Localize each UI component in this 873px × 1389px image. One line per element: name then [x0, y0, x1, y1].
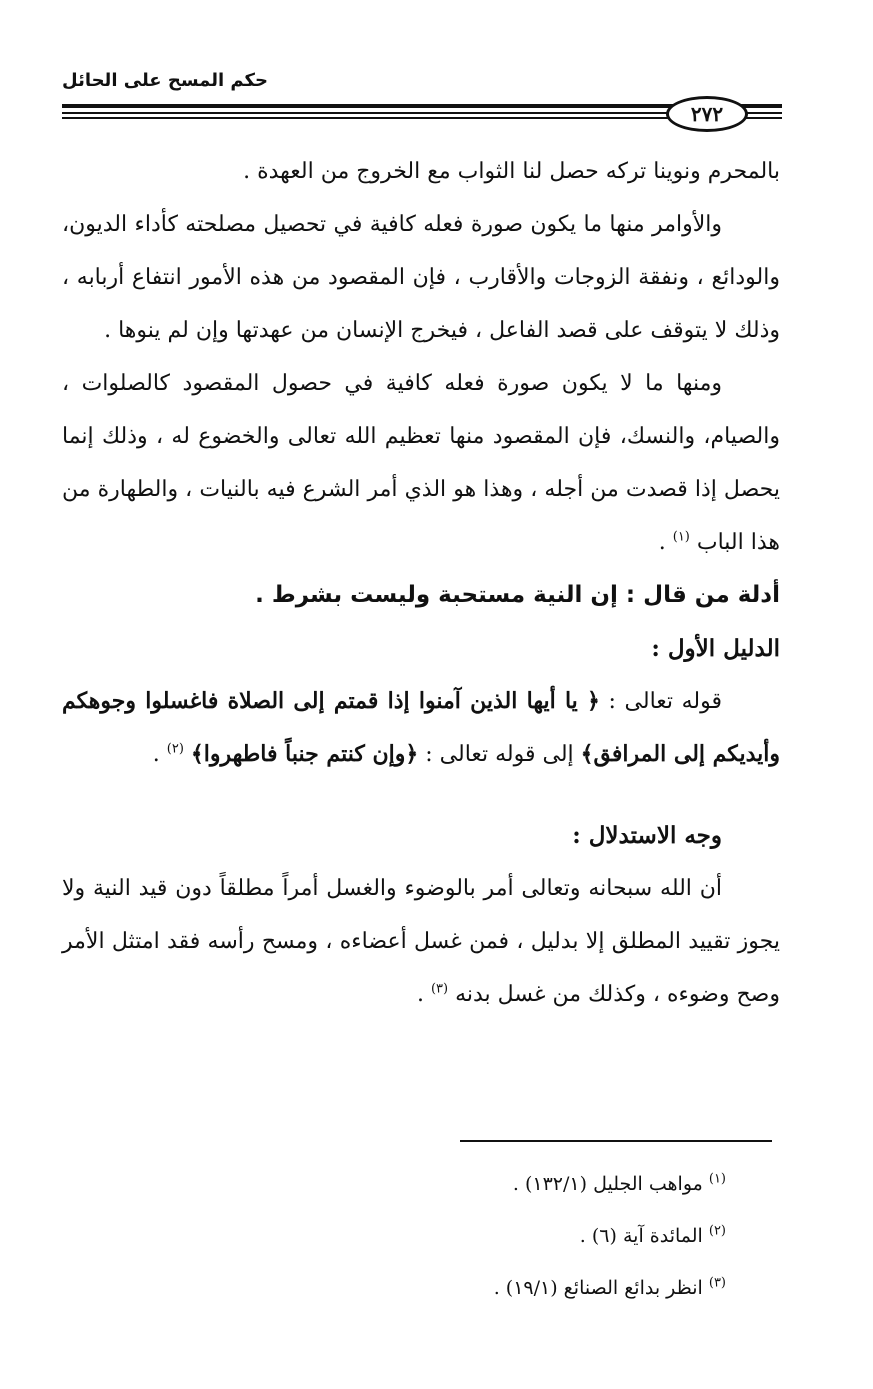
footnote-ref: (٢) [166, 741, 184, 757]
verse-intro: قوله تعالى : [599, 689, 722, 714]
footnote-number: (١) [708, 1171, 726, 1187]
footnote [200, 1210, 726, 1262]
verse-connector: إلى قوله تعالى : [418, 742, 581, 767]
footnote-ref: (٣) [430, 981, 449, 997]
paragraph [62, 862, 780, 1021]
section-heading: أدلة من قال : إن النية مستحبة وليست بشرط . [255, 582, 780, 608]
punctuation: . [658, 530, 673, 555]
footnote-ref: (١) [672, 529, 690, 545]
paragraph [62, 357, 780, 569]
footnote-text: المائدة آية (٦) . [579, 1225, 709, 1247]
footnote-text: انظر بدائع الصنائع (١٩/١) . [493, 1277, 709, 1299]
running-title: حكم المسح على الحائل [62, 70, 268, 91]
punctuation: . [152, 742, 167, 767]
paragraph: والأوامر منها ما يكون صورة فعله كافية في تحصيل مصلحته كأداء الديون، والودائع ، ونفقة الزوجات والأقارب ، فإن المقصود من هذه الأمور انتفاع أربابه ، وذلك لا يتوقف على قصد الفاعل ، فيخرج الإنسان من عهدتها وإن لم ينوها . [62, 212, 780, 343]
page-number: ٢٧٢ [666, 96, 748, 132]
evidence-title: الدليل الأول : [651, 635, 780, 662]
verse-paragraph [62, 675, 780, 781]
paragraph-text: ومنها ما لا يكون صورة فعله كافية في حصول المقصود كالصلوات ، والصيام، والنسك، فإن المقصود منها تعظيم الله تعالى والخضوع له ، وذلك إنما يحصل إذا قصدت من أجله ، وهذا هو الذي أمر الشرع فيه بالنيات ، والطهارة من هذا الباب [62, 371, 780, 555]
footnote-text: مواهب الجليل (١٣٢/١) . [512, 1173, 709, 1195]
quran-verse: ﴿وإن كنتم جنباً فاطهروا﴾ [190, 741, 419, 767]
footnote-number: (٢) [708, 1223, 726, 1239]
footnote-separator [460, 1140, 772, 1142]
punctuation: . [416, 982, 431, 1007]
footnote-number: (٣) [708, 1275, 726, 1291]
paragraph-text: أن الله سبحانه وتعالى أمر بالوضوء والغسل أمراً مطلقاً دون قيد النية ولا يجوز تقييد المطلق إلا بدليل ، فمن غسل أعضاءه ، ومسح رأسه فقد امتثل الأمر وصح وضوءه ، وكذلك من غسل بدنه [62, 876, 780, 1007]
body-text [62, 145, 780, 1021]
inference-title: وجه الاستدلال : [572, 822, 722, 849]
paragraph: بالمحرم ونوينا تركه حصل لنا الثواب مع الخروج من العهدة . [243, 159, 780, 184]
footnote [200, 1262, 726, 1314]
quran-verse: ﴿ يا أيها الذين آمنوا إذا قمتم إلى الصلاة فاغسلوا وجوهكم وأيديكم إلى المرافق﴾ [62, 688, 780, 767]
footnote [200, 1158, 726, 1210]
footnotes [200, 1158, 726, 1314]
